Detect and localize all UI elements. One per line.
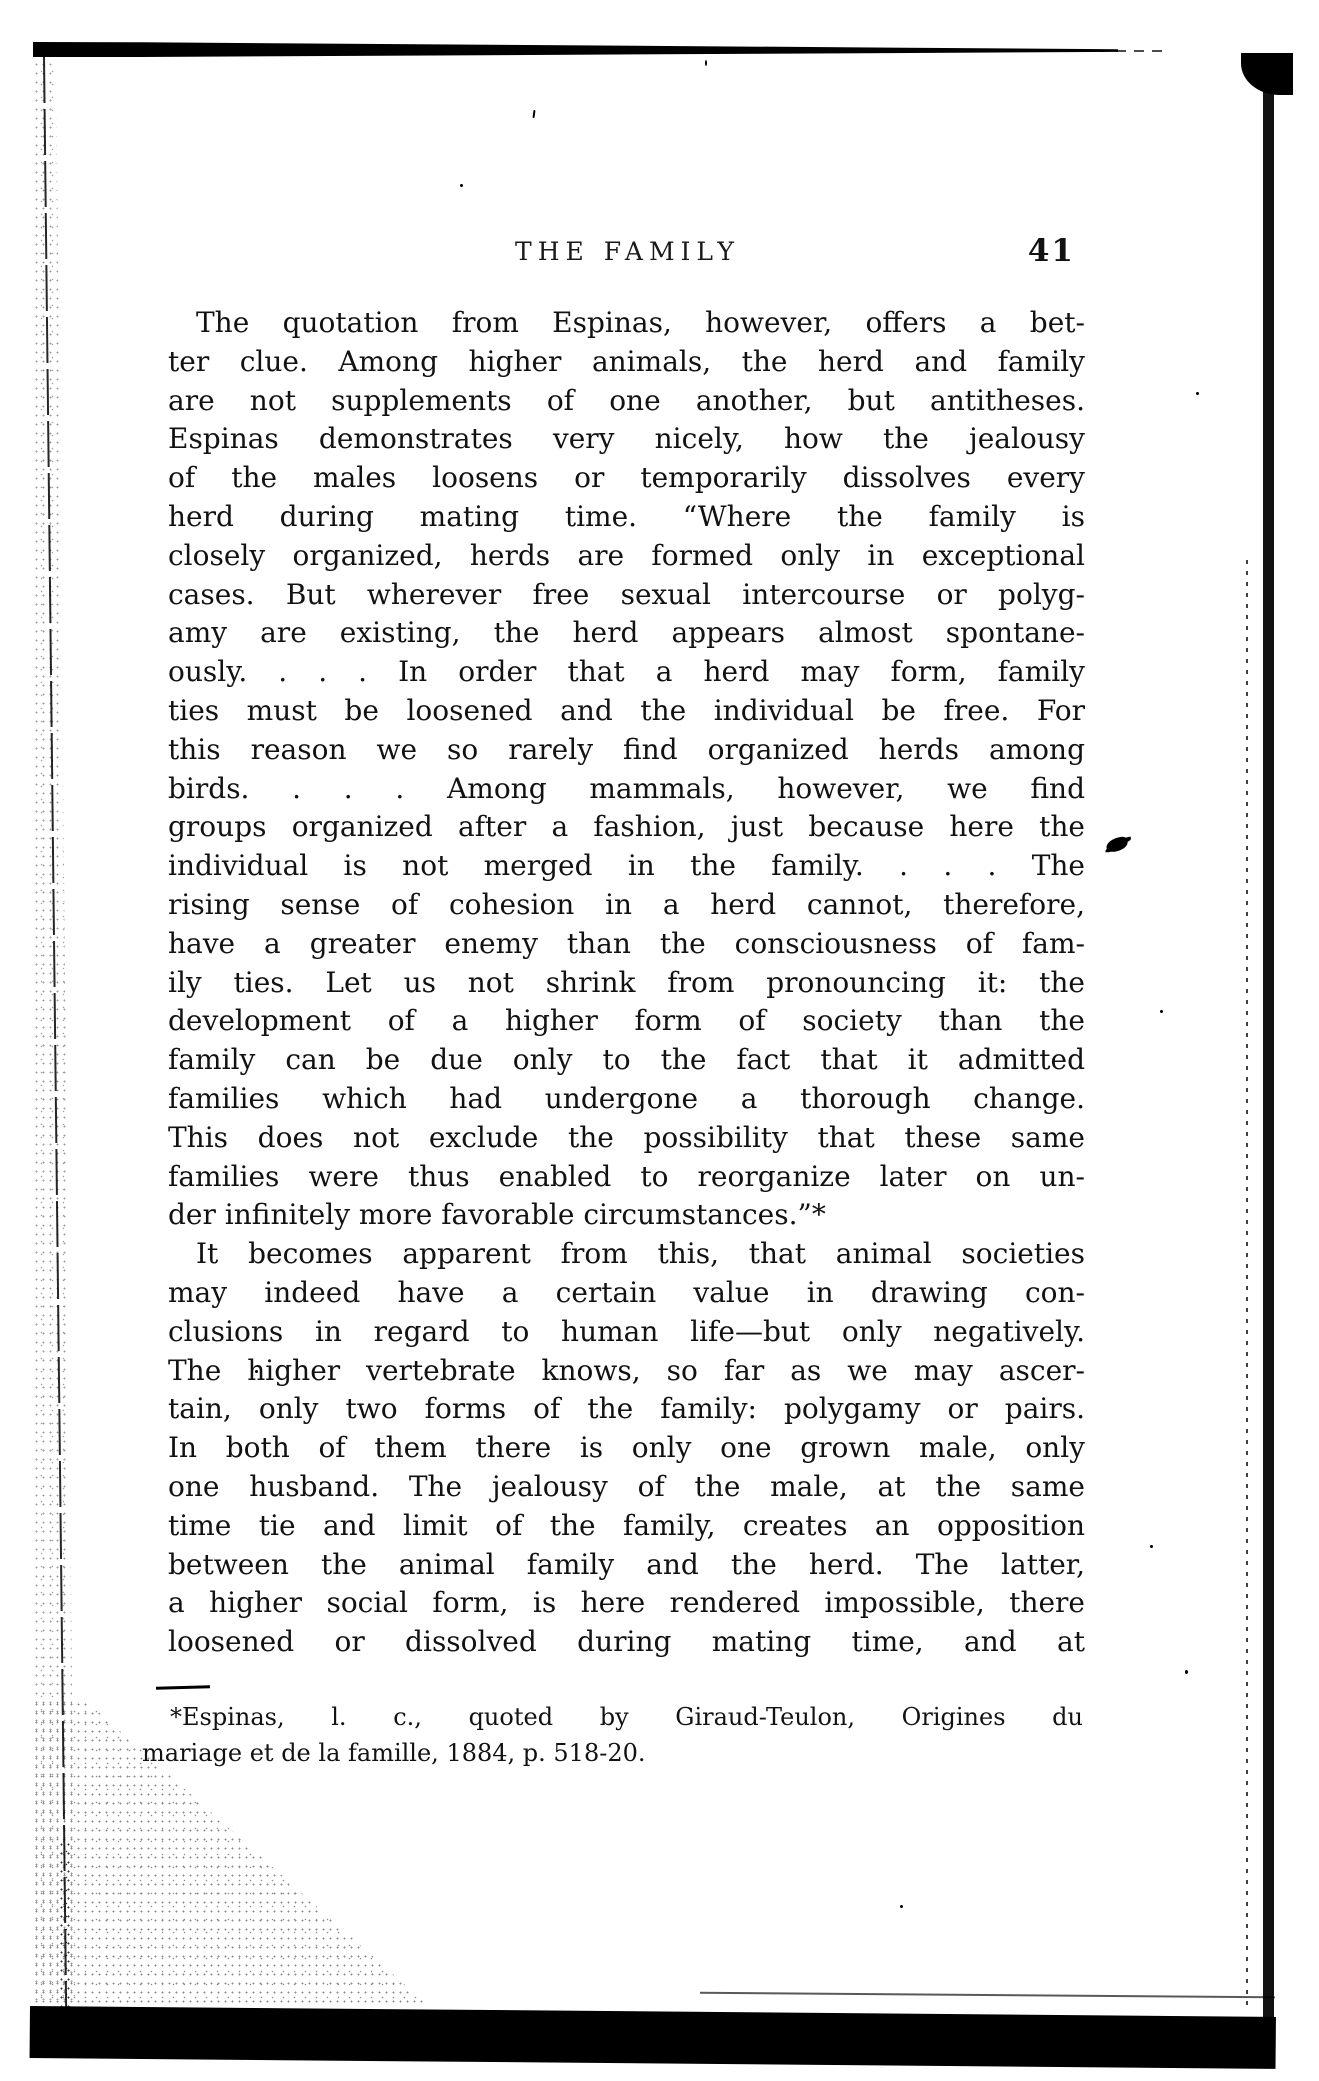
- text-line: The higher vertebrate knows, so far as we may ascer-: [168, 1353, 1085, 1387]
- text-line: families were thus enabled to reorganize later on un-: [168, 1159, 1085, 1193]
- text-line: ter clue. Among higher animals, the herd and family: [168, 344, 1085, 378]
- scan-top-right-corner-blob: [1241, 53, 1293, 95]
- text-line: ously. . . . In order that a herd may form, family: [168, 655, 1085, 689]
- footnote-rule: [156, 1685, 210, 1689]
- text-line: birds. . . . Among mammals, however, we find: [168, 771, 1085, 805]
- text-line: loosened or dissolved during mating time, and at: [168, 1625, 1085, 1659]
- scan-bottom-edge-bar: [30, 2006, 1276, 2069]
- scan-right-dotted-line: [1246, 560, 1248, 2010]
- text-line: ily ties. Let us not shrink from pronouncing it: the: [168, 965, 1085, 999]
- text-line: time tie and limit of the family, creates an opposition: [168, 1508, 1085, 1542]
- page-title: THE FAMILY: [515, 237, 740, 266]
- text-line: cases. But wherever free sexual intercourse or polyg-: [168, 577, 1085, 611]
- ink-blot-mark: [1105, 836, 1129, 854]
- text-line: herd during mating time. “Where the family is: [168, 499, 1085, 533]
- scan-bottom-scratch: [700, 1992, 1275, 1999]
- text-line: In both of them there is only one grown male, only: [168, 1431, 1085, 1465]
- speckle: [1160, 1010, 1163, 1013]
- speckle: [1150, 1545, 1153, 1548]
- paragraph: [168, 1235, 1085, 1662]
- text-line: clusions in regard to human life—but only negatively.: [168, 1314, 1085, 1348]
- text-line: family can be due only to the fact that it admitted: [168, 1043, 1085, 1077]
- scan-right-edge-band: [1263, 56, 1274, 2041]
- speckle: [705, 60, 707, 66]
- text-line: a higher social form, is here rendered impossible, there: [168, 1586, 1085, 1620]
- text-line: mariage et de la famille, 1884, p. 518-20.: [142, 1738, 646, 1767]
- text-line: tain, only two forms of the family: polygamy or pairs.: [168, 1392, 1085, 1426]
- body-text: [168, 304, 1085, 1662]
- page-number: 41: [1027, 233, 1075, 269]
- text-line: are not supplements of one another, but antitheses.: [168, 383, 1085, 417]
- text-line: The quotation from Espinas, however, offers a bet-: [196, 306, 1085, 339]
- text-line: amy are existing, the herd appears almost spontane-: [168, 616, 1085, 650]
- text-line: groups organized after a fashion, just because here the: [168, 810, 1085, 844]
- text-line: *Espinas, l. c., quoted by Giraud-Teulon, Origines du: [170, 1703, 1083, 1731]
- text-line: closely organized, herds are formed only in exceptional: [168, 538, 1085, 572]
- paragraph: [168, 304, 1085, 1235]
- text-line: This does not exclude the possibility that these same: [168, 1120, 1085, 1154]
- speckle: [900, 1905, 903, 1908]
- speckle: [460, 184, 463, 187]
- scan-top-edge-tail: [1080, 50, 1170, 52]
- text-line: Espinas demonstrates very nicely, how the jealousy: [168, 422, 1085, 456]
- speckle: [532, 110, 535, 118]
- text-line: ties must be loosened and the individual be free. For: [168, 693, 1085, 727]
- text-line: rising sense of cohesion in a herd cannot, therefore,: [168, 887, 1085, 921]
- scan-bottom-dense-noise: [58, 1840, 74, 2010]
- speckle: [1185, 1670, 1188, 1674]
- text-line: this reason we so rarely find organized herds among: [168, 732, 1085, 766]
- text-line: of the males loosens or temporarily dissolves every: [168, 461, 1085, 495]
- speckle: [1196, 392, 1199, 395]
- text-line: between the animal family and the herd. The latter,: [168, 1547, 1085, 1581]
- text-line: may indeed have a certain value in drawing con-: [168, 1275, 1085, 1309]
- text-line: have a greater enemy than the consciousness of fam-: [168, 926, 1085, 960]
- text-line: one husband. The jealousy of the male, at the same: [168, 1469, 1085, 1503]
- footnote: [142, 1700, 1083, 1771]
- text-line: development of a higher form of society than the: [168, 1004, 1085, 1038]
- text-line: individual is not merged in the family. . . . The: [168, 849, 1085, 883]
- text-line: families which had undergone a thorough change.: [168, 1081, 1085, 1115]
- text-line: It becomes apparent from this, that animal societies: [196, 1237, 1085, 1271]
- text-line: der infinitely more favorable circumstances.”*: [168, 1198, 826, 1232]
- scan-top-edge-artifact: [33, 42, 1118, 57]
